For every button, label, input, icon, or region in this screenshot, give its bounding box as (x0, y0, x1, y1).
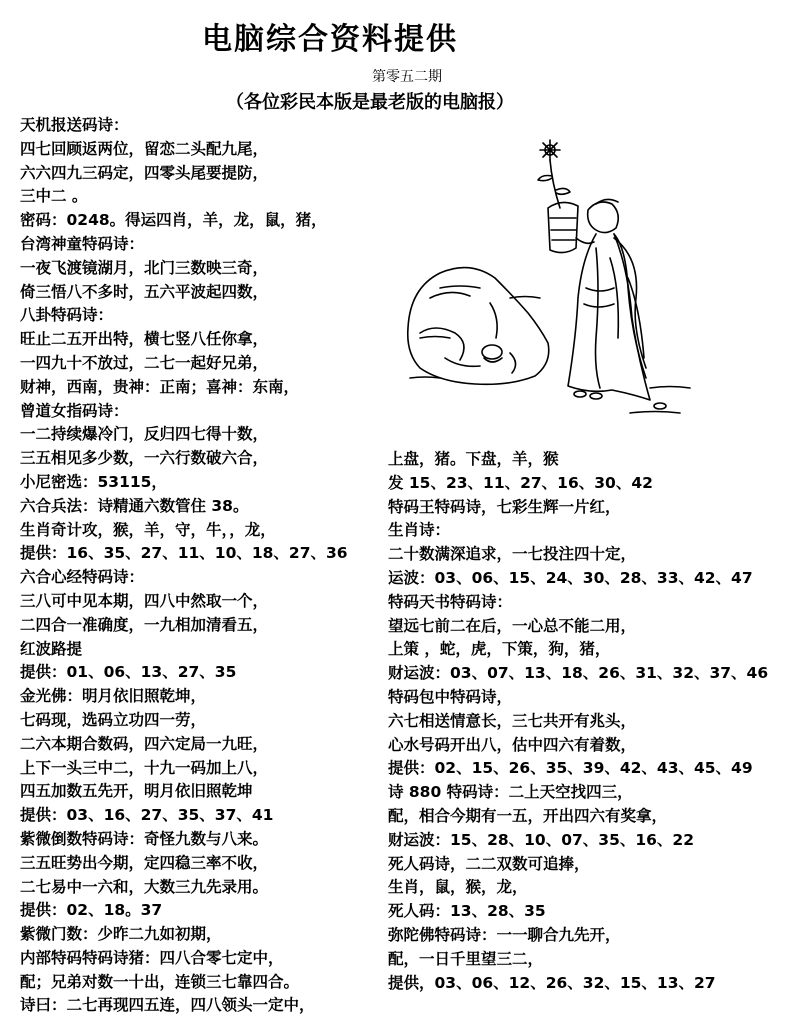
text-line: 上策 ，蛇，虎，下策，狗，猪， (388, 640, 611, 659)
text-line: 配，一日千里望三二， (388, 949, 544, 968)
text-line: 紫微倒数特码诗：奇怪九数与八来。 (20, 829, 269, 848)
text-line: 提供：03、16、27、35、37、41 (20, 806, 274, 825)
text-line: 内部特码特码诗猪：四八合零七定中， (20, 948, 284, 967)
text-line: 生肖诗： (388, 521, 451, 540)
text-line: 曾道女指码诗： (20, 401, 129, 420)
text-line: 三五相见多少数，一六行数破六合， (20, 449, 269, 468)
left-column (20, 114, 390, 1018)
text-line: 发 15、23、11、27、16、30、42 (388, 473, 653, 492)
text-line: 四七回顾返两位，留恋二头配九尾， (20, 139, 269, 158)
text-line: 台湾神童特码诗： (20, 234, 145, 253)
text-line: 提供：01、06、13、27、35 (20, 663, 237, 682)
text-line: 诗曰：二七再现四五连，四八领头一定中， (20, 996, 315, 1015)
text-line: 二七易中一六和，大数三九先录用。 (20, 877, 269, 896)
text-line: 紫微门数：少昨二九如初期， (20, 925, 222, 944)
text-line: 六七相送情意长，三七共开有兆头， (388, 711, 637, 730)
text-line: 提供：02、15、26、35、39、42、43、45、49 (388, 759, 753, 778)
text-line: 死人码诗，二二双数可追捧， (388, 854, 590, 873)
text-line: 倚三悟八不多时，五六平波起四数， (20, 282, 269, 301)
text-line: 金光佛：明月依旧照乾坤， (20, 687, 207, 706)
text-line: 特码天书特码诗： (388, 592, 513, 611)
text-line: 提供：02、18。37 (20, 901, 163, 920)
text-line: 心水号码开出八，估中四六有着数， (388, 735, 637, 754)
text-line: 财神，西南，贵神：正南；喜神：东南， (20, 377, 300, 396)
text-line: 配，相合今期有一五，开出四六有奖拿， (388, 806, 668, 825)
woman-with-rock-illustration (400, 138, 730, 438)
text-line: 死人码：13、28、35 (388, 902, 546, 921)
text-line: 天机报送码诗： (20, 116, 129, 134)
text-line: 二四合一准确度，一九相加清看五， (20, 615, 269, 634)
text-line: 财运波：15、28、10、07、35、16、22 (388, 830, 694, 849)
text-line: 生肖，鼠，猴，龙， (388, 878, 528, 897)
text-line: 六合心经特码诗： (20, 568, 145, 587)
text-line: 特码王特码诗，七彩生辉一片红， (388, 497, 621, 516)
text-line: 小尼密选：53115， (20, 472, 167, 491)
text-line: 特码包中特码诗， (388, 687, 513, 706)
text-line: 弥陀佛特码诗：一一聊合九先开， (388, 925, 621, 944)
text-line: 二六本期合数码，四六定局一九旺， (20, 734, 269, 753)
text-line: 六六四九三码定，四零头尾要提防， (20, 163, 269, 182)
text-line: 上下一头三中二，十九一码加上八， (20, 758, 269, 777)
text-line: 三五旺势出今期，定四稳三率不收， (20, 853, 269, 872)
text-line: 上盘，猪。下盘，羊，猴 (388, 450, 559, 468)
text-line: 运波：03、06、15、24、30、28、33、42、47 (388, 568, 753, 587)
text-line: 旺止二五开出特，横七竖八任你拿， (20, 330, 269, 349)
text-line: 望远七前二在后，一心总不能二用， (388, 616, 637, 635)
text-line: 二十数满深追求，一七投注四十定， (388, 545, 637, 564)
text-line: 一四九十不放过，二七一起好兄弟， (20, 353, 269, 372)
text-line: 红波路提 (20, 639, 83, 658)
text-line: 一二持续爆冷门，反归四七得十数， (20, 425, 269, 444)
text-line: 一夜飞渡镜湖月，北门三数映三奇， (20, 258, 269, 277)
issue-number: 第零五二期 (372, 69, 442, 85)
text-line: 七码现，选码立功四一劳， (20, 710, 207, 729)
text-line: 配；兄弟对数一十出，连锁三七靠四合。 (20, 972, 300, 991)
text-line: 密码：0248。得运四肖，羊，龙，鼠，猪， (20, 211, 327, 230)
text-line: 三八可中见本期，四八中然取一个， (20, 591, 269, 610)
text-line: 八卦特码诗： (20, 306, 114, 325)
text-line: 提供：16、35、27、11、10、18、27、36 (20, 544, 348, 563)
text-line: 财运波：03、07、13、18、26、31、32、37、46 (388, 664, 769, 683)
text-line: 提供，03、06、12、26、32、15、13、27 (388, 973, 716, 992)
text-line: 三中二 。 (20, 187, 88, 206)
text-line: 六合兵法：诗精通六数管住 38。 (20, 496, 249, 515)
right-column (388, 448, 788, 995)
subtitle: （各位彩民本版是最老版的电脑报） (226, 92, 514, 113)
text-line: 诗 880 特码诗：二上天空找四三， (388, 783, 633, 802)
text-line: 生肖奇计攻，猴，羊，守，牛，，龙， (20, 520, 276, 539)
page-title: 电脑综合资料提供 (202, 22, 458, 57)
text-line: 四五加数五先开，明月依旧照乾坤 (20, 782, 253, 801)
